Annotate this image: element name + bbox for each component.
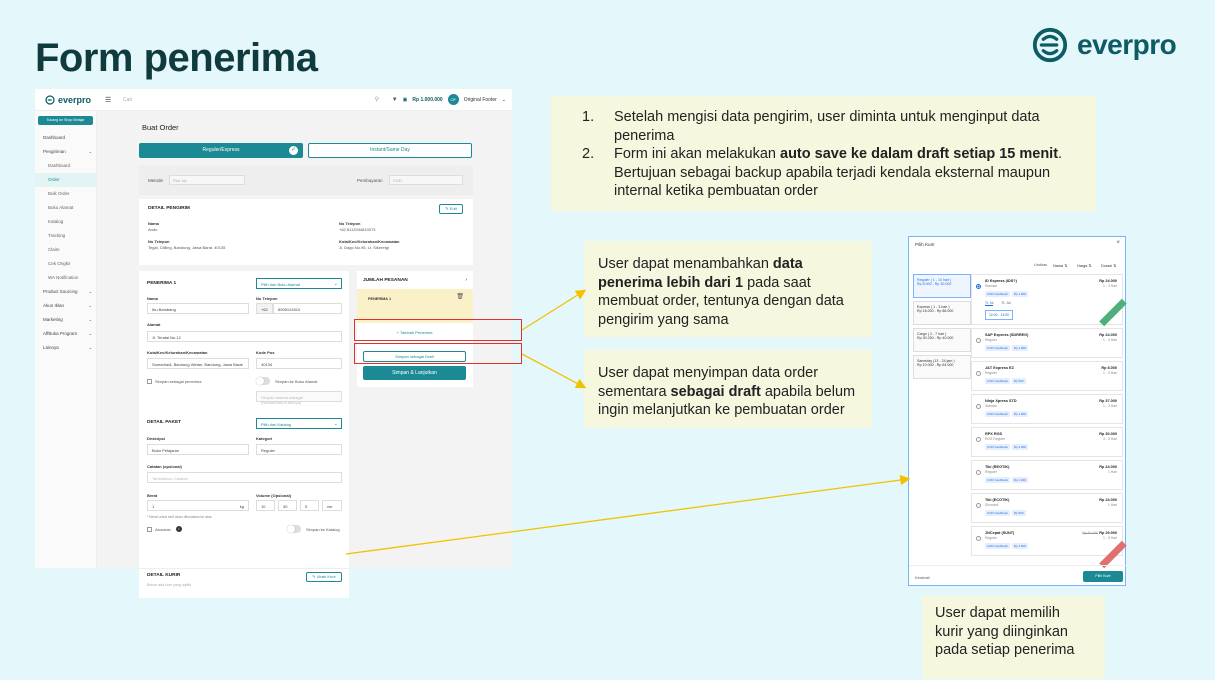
cashback-badge: Rp 1.500 <box>1013 544 1027 548</box>
everpro-logo-icon <box>45 95 55 105</box>
pembayaran-select[interactable]: COD <box>389 175 463 185</box>
note-item-2-number: 2. <box>582 146 595 162</box>
receiver-telp-label: No Telepon <box>256 296 278 301</box>
modal-footer <box>909 565 1127 587</box>
courier-option[interactable] <box>971 394 1123 424</box>
receiver-telp-input[interactable]: 8905124510 <box>273 303 342 314</box>
radio-button[interactable] <box>976 437 981 442</box>
courier-old-price: Rp 50.000 <box>1082 531 1098 535</box>
alias-input[interactable]: Simpan alamat sebagai (Nama/Kamu/Lainnya) <box>256 391 342 402</box>
receiver-kota-input[interactable]: Sumarhadi, Bandung Wetan, Bandung, Jawa Barat <box>147 358 249 369</box>
check-icon: ✓ <box>290 147 297 153</box>
trash-icon[interactable]: 🗑 <box>456 294 464 300</box>
sidebar-item-label: Bulk Order <box>48 191 70 196</box>
courier-option[interactable] <box>971 427 1123 457</box>
cashback-badge: Rp 1.000 <box>1013 412 1027 416</box>
courier-option[interactable] <box>971 526 1123 556</box>
arrow-add-receiver <box>522 291 584 330</box>
berat-value: 1 <box>152 504 155 509</box>
cashback-badge: COD Cashback <box>987 511 1008 515</box>
duration-label: Reguler ( 1 - 10 hari ) <box>917 278 952 282</box>
deskripsi-input[interactable]: Buku Pelajaran <box>147 444 249 455</box>
courier-eta: 1 - 3 Hari <box>1103 338 1117 342</box>
duration-list <box>913 274 971 382</box>
courier-tags <box>985 510 1118 516</box>
bell-icon[interactable]: ▼ <box>391 96 398 103</box>
page-title: Buat Order <box>142 123 179 132</box>
chevron-down-icon: ⌄ <box>333 281 338 287</box>
catatan-label: Catatan (opsional) <box>147 464 182 469</box>
day-tabs <box>985 301 1118 306</box>
sidebar-item-label: Buku Alamat <box>48 205 74 210</box>
duration-option[interactable] <box>913 355 971 379</box>
courier-eta: 1 - 3 Hari <box>1103 536 1117 540</box>
sort-harga[interactable]: Harga ⇅ <box>1077 264 1092 268</box>
receiver-kodepos-input[interactable]: 40134 <box>256 358 342 369</box>
sidebar-item-label: AffBuka Program <box>43 331 78 336</box>
courier-type: Reguler <box>985 470 997 474</box>
info-icon[interactable]: i <box>176 526 182 532</box>
courier-option[interactable] <box>971 493 1123 523</box>
note-item-1 <box>571 108 1076 145</box>
sidebar-item-label: Claim <box>48 247 60 252</box>
avatar[interactable]: OF <box>448 94 459 105</box>
courier-name: SAP Express (SDRREG) <box>985 333 1029 337</box>
courier-type: RGS Reguler <box>985 437 1006 441</box>
cashback-badge: COD Cashback <box>987 346 1008 350</box>
courier-tags <box>985 543 1118 549</box>
app-logo[interactable] <box>35 95 105 105</box>
courier-eta: 1 - 3 Hari <box>1103 371 1117 375</box>
cashback-badge: COD Cashback <box>987 478 1008 482</box>
radio-button[interactable] <box>976 470 981 475</box>
close-icon[interactable]: × <box>1116 240 1120 246</box>
kurir-subtitle: Belum ada kurir yang dipilih <box>147 583 192 587</box>
search-icon: ⚲ <box>374 97 379 103</box>
note-item-2-post: . Bertujuan sebagai backup apabila terjadi kendala eksternal maupun internal ketika pembuatan order <box>614 146 1063 199</box>
receiver-form-card <box>139 271 349 568</box>
courier-type: Reguler <box>985 536 997 540</box>
pencil-icon: ✎ <box>445 206 449 211</box>
duration-range: Rp 8.000 - Rp 30.000 <box>917 282 952 286</box>
chevron-down-icon[interactable]: ⌄ <box>501 96 506 103</box>
back-button[interactable]: Kembali <box>915 575 930 580</box>
cashback-badge: Rp 1.000 <box>1013 478 1027 482</box>
courier-tags <box>985 411 1118 417</box>
chevron-down-icon: ⌄ <box>88 289 92 294</box>
receiver-addressbook-select[interactable] <box>256 278 342 289</box>
cashback-badge: COD Cashback <box>987 544 1008 548</box>
note2-pre: User dapat menambahkan <box>598 256 773 272</box>
app-logo-text: everpro <box>58 94 92 105</box>
courier-eta: 1 - 3 Hari <box>1103 404 1117 408</box>
tab-instant-sameday[interactable]: Instant/Same Day <box>308 143 472 158</box>
courier-name: ID Express (IDS?) <box>985 279 1017 283</box>
volume-t-input[interactable]: 5 <box>300 500 319 511</box>
note-item-2-bold: auto save ke dalam draft setiap 15 menit <box>780 146 1059 162</box>
berat-input[interactable] <box>147 500 249 511</box>
courier-list <box>971 274 1123 559</box>
courier-type: Ekonomi <box>985 503 999 507</box>
duration-option[interactable] <box>913 301 971 325</box>
courier-price: Rp 24.000 <box>1099 279 1117 283</box>
sidebar-item-label: Lainnya <box>43 345 59 350</box>
courier-eta: 3 - 3 Hari <box>1103 437 1117 441</box>
sort-nama-label: Nama <box>1053 264 1064 268</box>
receiver-nama-label: Nama <box>147 296 158 301</box>
radio-button[interactable] <box>976 404 981 409</box>
courier-tags <box>985 477 1118 483</box>
menu-icon[interactable]: ☰ <box>105 96 112 104</box>
note-item-1-number: 1. <box>582 109 595 125</box>
duration-range: Rp 10.000 - Rp 64.000 <box>917 363 954 367</box>
cashback-badge: Rp 500 <box>1013 379 1024 383</box>
sidebar-item-buku-alamat[interactable] <box>35 201 96 215</box>
duration-range: Rp 16.000 - Rp 86.000 <box>917 309 954 313</box>
sender-nama-label: Nama <box>148 221 159 226</box>
receiver-pick-label: Pilih dari Buku Alamat <box>261 282 300 287</box>
pencil-icon: ✎ <box>312 574 316 579</box>
courier-price: Rp 29.900 <box>1099 531 1117 535</box>
method-row <box>139 165 473 195</box>
duration-label: Sameday (13 - 24 jam ) <box>917 359 955 363</box>
sidebar-item-marketing[interactable] <box>35 313 96 327</box>
cashback-badge: Rp 1.000 <box>1013 292 1027 296</box>
volume-l-input[interactable]: 30 <box>278 500 297 511</box>
sidebar-item-claim[interactable] <box>35 243 96 257</box>
courier-type: Reguler <box>985 338 997 342</box>
sidebar-item-katalog[interactable] <box>35 215 96 229</box>
sidebar-item-tracking[interactable] <box>35 229 96 243</box>
brand-logo <box>1031 26 1176 64</box>
sidebar-item-pengiriman[interactable] <box>35 145 96 159</box>
sidebar-item-label: Katalog <box>48 219 64 224</box>
sidebar-item-label: Dashboard <box>43 135 66 140</box>
sidebar-item-label: Akun Iklan <box>43 303 65 308</box>
note2-bold: data penerima lebih dari 1 <box>598 256 803 291</box>
note-form-info <box>551 96 1096 211</box>
sender-nama: Ando <box>148 227 158 232</box>
choose-courier-button[interactable]: Pilih Kurir <box>1083 571 1123 582</box>
sidebar-item-akun-iklan[interactable] <box>35 299 96 313</box>
highlight-add-receiver <box>354 319 522 341</box>
courier-tags <box>985 378 1118 384</box>
sidebar-item-dashboard[interactable] <box>35 159 96 173</box>
tab-tomorrow[interactable]: Tr. Jul <box>1001 301 1011 305</box>
app-topbar <box>35 89 512 111</box>
duration-label: Cargo ( 2 - 7 hari ) <box>917 332 947 336</box>
note-add-receiver <box>584 241 872 337</box>
radio-button[interactable] <box>976 284 981 289</box>
duration-label: Express ( 1 - 3 hari ) <box>917 305 950 309</box>
courier-type: Reguler <box>985 371 997 375</box>
sidebar-item-lainnya[interactable] <box>35 341 96 355</box>
search-input[interactable] <box>119 94 383 106</box>
cashback-badge: Rp 500 <box>1013 511 1024 515</box>
radio-button[interactable] <box>976 536 981 541</box>
courier-option[interactable] <box>971 274 1123 325</box>
asuransi-label: Asuransi <box>155 527 171 532</box>
courier-price: Rp 24.000 <box>1099 498 1117 502</box>
radio-button[interactable] <box>976 503 981 508</box>
slide-title: Form penerima <box>35 36 318 80</box>
cashback-badge: COD Cashback <box>987 412 1008 416</box>
save-addressbook-toggle[interactable] <box>256 377 270 385</box>
sort-durasi[interactable]: Durasi ⇅ <box>1101 264 1117 268</box>
time-slot[interactable]: 10:00 - 13:00 <box>985 310 1013 320</box>
radio-button[interactable] <box>976 338 981 343</box>
sidebar-item-affbuka-program[interactable] <box>35 327 96 341</box>
courier-type: Standar <box>985 404 997 408</box>
save-continue-button[interactable]: Simpan & Lanjutkan <box>363 366 466 380</box>
highlight-save-draft <box>354 343 522 364</box>
volume-label: Volume (Opsional) <box>256 493 292 498</box>
chevron-down-icon: ⌄ <box>88 345 92 350</box>
courier-name: Ninja Xpress STD <box>985 399 1017 403</box>
receiver-alamat-input[interactable]: Jl. Teratai No.12 <box>147 331 342 342</box>
berat-label: Berat <box>147 493 158 498</box>
sender-card <box>139 199 473 265</box>
receiver-kota-label: Kota/Kec/Kelurahan/Kecamatan <box>147 350 208 355</box>
duration-option[interactable] <box>913 274 971 298</box>
receiver-alamat-label: Alamat <box>147 322 161 327</box>
receiver-nama-input[interactable]: Ibu Bambang <box>147 303 249 314</box>
berat-unit: kg <box>239 504 244 509</box>
chevron-right-icon[interactable]: › <box>465 277 467 283</box>
pilih-kurir-modal <box>908 236 1126 586</box>
cashback-badge: Rp 1.000 <box>1013 445 1027 449</box>
note-choose-courier: User dapat memilih kurir yang diinginkan pada setiap penerima <box>922 596 1105 679</box>
courier-tags <box>985 444 1118 450</box>
sender-address: Tegal, Cililing, Bandung, Jawa Barat, 40135 <box>148 245 226 250</box>
radio-button[interactable] <box>976 371 981 376</box>
save-receiver-checkbox[interactable] <box>147 379 152 384</box>
chevron-down-icon: ⌄ <box>88 149 92 154</box>
kurir-card <box>139 568 349 598</box>
berat-hint: * Berat untuk tarif akan dibulatkan ke atas <box>147 515 212 519</box>
sidebar-item-label: Dashboard <box>48 163 71 168</box>
courier-eta: 1 Hari <box>1107 503 1117 507</box>
courier-type: Standar <box>985 284 997 288</box>
note-item-1-text: Setelah mengisi data pengirim, user diminta untuk menginput data penerima <box>614 109 1040 144</box>
courier-eta: 1 - 3 Hari <box>1103 284 1117 288</box>
save-addressbook-label: Simpan ke Buku Alamat <box>275 379 318 384</box>
duration-option[interactable] <box>913 328 971 352</box>
courier-name: JNCepat (SUNT) <box>985 531 1015 535</box>
everpro-logo-icon <box>1031 26 1069 64</box>
paket-pick-label: Pilih dari Katalog <box>261 422 292 427</box>
sidebar-cta-button[interactable]: Tukang ke Shop Belajar <box>38 116 93 125</box>
courier-price: Rp 30.000 <box>1099 432 1117 436</box>
courier-name: Tiki (REGTIK) <box>985 465 1010 469</box>
chevron-down-icon: ⌄ <box>88 303 92 308</box>
summary-receiver-label: PENERIMA 1 <box>368 297 392 301</box>
sidebar-item-label: Product Sourcing <box>43 289 78 294</box>
sidebar-item-label: Order <box>48 177 60 182</box>
sidebar-item-cek-ongkir[interactable] <box>35 257 96 271</box>
note-item-2-pre: Form ini akan melakukan <box>614 146 781 162</box>
sender-title: DETAIL PENGIRIM <box>148 206 190 211</box>
note2-post: pada saat membuat order, tentunya dengan data pengirim yang sama <box>598 274 844 328</box>
catatan-input[interactable]: Tambahkan Catatan <box>147 472 342 483</box>
sidebar-item-order[interactable] <box>35 173 96 187</box>
save-katalog-label: Simpan ke Katalog <box>306 527 340 532</box>
courier-price: Rp 24.000 <box>1099 465 1117 469</box>
courier-tags <box>985 345 1118 351</box>
cashback-badge: COD Cashback <box>987 445 1008 449</box>
cashback-badge: COD Cashback <box>987 292 1008 296</box>
sidebar-item-wa-notification[interactable] <box>35 271 96 285</box>
courier-name: J&T Express EZ <box>985 366 1014 370</box>
note3-pre: User dapat menyimpan data order sementara <box>598 365 819 400</box>
tab-regular-express[interactable] <box>139 143 303 158</box>
tab-today[interactable]: Tr. Ini <box>985 301 994 305</box>
sender-kota-label: Kota/Kec/Kelurahan/Kecamatan <box>339 239 400 244</box>
duration-range: Rp 30.250 - Rp 40.000 <box>917 336 954 340</box>
paket-katalog-select[interactable] <box>256 418 342 429</box>
chevron-down-icon: ⌄ <box>333 421 338 427</box>
pembayaran-label: Pembayaran <box>357 178 383 183</box>
courier-price: Rp 37.000 <box>1099 399 1117 403</box>
courier-option[interactable] <box>971 460 1123 490</box>
save-draft-button[interactable]: Simpan sebagai Draft <box>363 351 466 362</box>
sidebar-item-label: Pengiriman <box>43 149 66 154</box>
metode-select[interactable]: Pick Up <box>169 175 245 185</box>
chevron-down-icon: ⌄ <box>88 331 92 336</box>
receiver-telp-code: +62 <box>256 303 273 314</box>
sidebar-item-product-sourcing[interactable] <box>35 285 96 299</box>
sender-kota: Jl. Dago No.95, Lt. Sikeretgi <box>339 245 389 250</box>
metode-label: Metode <box>148 178 164 183</box>
add-receiver-button[interactable]: + Tambah Penerima <box>396 330 433 335</box>
asuransi-checkbox[interactable] <box>147 527 152 532</box>
kategori-select[interactable]: Reguler <box>256 444 342 455</box>
volume-p-input[interactable]: 10 <box>256 500 275 511</box>
courier-price: Rp 8.000 <box>1101 366 1117 370</box>
sidebar-item-label: Cek Ongkir <box>48 261 71 266</box>
sender-telp-label: No Telepon <box>339 221 361 226</box>
tab-regular-label: Reguler/Express <box>202 147 240 153</box>
courier-price: Rp 24.000 <box>1099 333 1117 337</box>
chevron-down-icon: ⌄ <box>88 317 92 322</box>
note3-bold: sebagai draft <box>670 383 761 400</box>
note-item-2 <box>571 145 1076 201</box>
sort-nama[interactable]: Nama ⇅ <box>1053 264 1068 268</box>
receiver-kodepos-label: Kode Pos <box>256 350 275 355</box>
note3-post: apabila belum ingin melanjutkan ke pembuatan order <box>598 383 856 418</box>
arrow-save-draft <box>522 354 584 387</box>
courier-option[interactable] <box>971 328 1123 358</box>
deskripsi-label: Deskripsi <box>147 436 166 441</box>
sidebar-item-dashboard[interactable] <box>35 131 96 145</box>
courier-tags <box>985 291 1118 297</box>
sidebar-item-label: Marketing <box>43 317 63 322</box>
sort-label: Urutkan <box>1034 263 1048 267</box>
cashback-badge: COD Cashback <box>987 379 1008 383</box>
summary-title: JUMLAH PESANAN <box>363 278 408 283</box>
sort-harga-label: Harga <box>1077 264 1088 268</box>
balance[interactable]: Rp 1.000.000 <box>412 96 443 103</box>
sidebar <box>35 111 97 568</box>
cashback-badge: Rp 1.000 <box>1013 346 1027 350</box>
sidebar-item-label: Tracking <box>48 233 66 238</box>
courier-eta: 1 Hari <box>1107 470 1117 474</box>
courier-name: RPX RGS <box>985 432 1003 436</box>
brand-name: everpro <box>1077 29 1177 60</box>
ubah-kurir-label: Ubah Kurir <box>316 574 336 579</box>
edit-sender-button[interactable] <box>439 204 463 214</box>
wallet-icon: ▣ <box>402 96 408 103</box>
search-placeholder: Cari <box>123 97 133 103</box>
edit-label: Edit <box>449 206 457 211</box>
note-save-draft <box>584 350 872 428</box>
save-receiver-label: Simpan sebagai penerima <box>155 379 202 384</box>
volume-unit-select[interactable]: cm <box>322 500 342 511</box>
sender-telp2-label: No Telepon <box>148 239 170 244</box>
modal-title: Pilih Kurir <box>915 242 935 247</box>
courier-name: Tiki (ECOTIK) <box>985 498 1010 502</box>
sidebar-item-bulk-order[interactable] <box>35 187 96 201</box>
sidebar-item-label: WA Notification <box>48 275 79 280</box>
ubah-kurir-button[interactable] <box>306 572 342 582</box>
kurir-title: DETAIL KURIR <box>147 573 181 578</box>
summary-receiver-row[interactable] <box>357 289 473 323</box>
save-katalog-toggle[interactable] <box>287 525 301 533</box>
kategori-label: Kategori <box>256 436 273 441</box>
sort-durasi-label: Durasi <box>1101 264 1112 268</box>
paket-title: DETAIL PAKET <box>147 420 182 425</box>
user-name[interactable]: Original Footer <box>463 96 497 103</box>
receiver-title: PENERIMA 1 <box>147 281 177 286</box>
courier-option[interactable] <box>971 361 1123 391</box>
sender-telp: +62 8113334810073 <box>339 227 376 232</box>
